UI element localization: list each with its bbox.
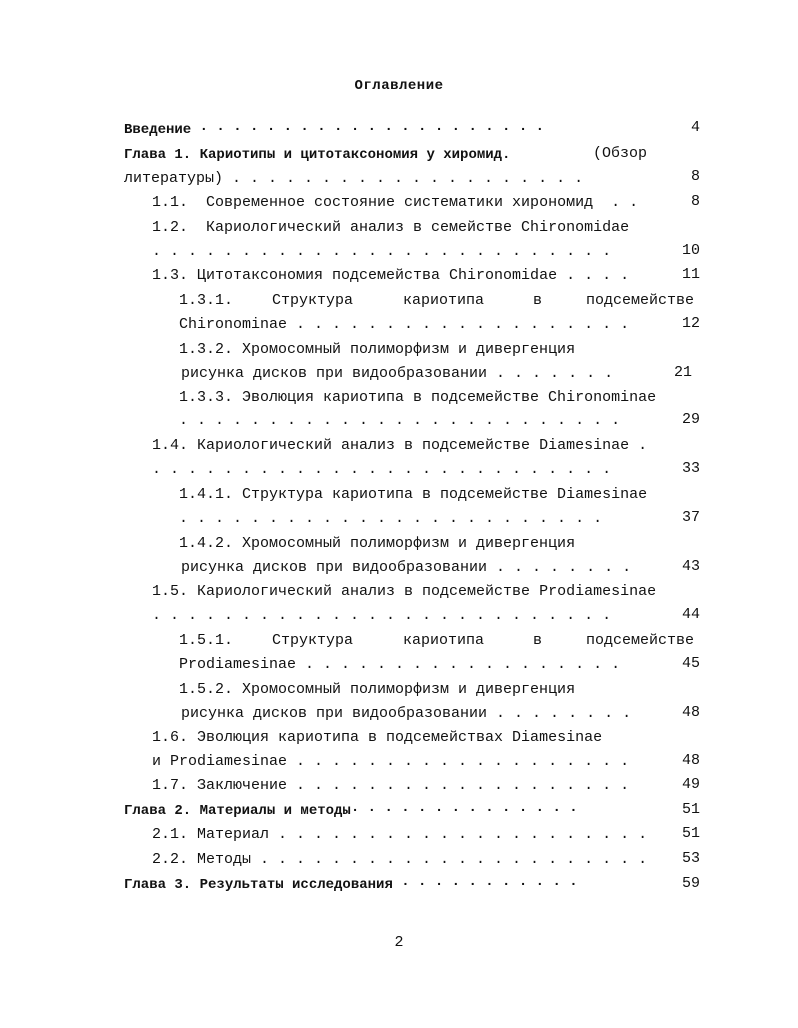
toc-section-1-5-2-page: 48 — [681, 704, 700, 721]
toc-section-1-3-1-page: 12 — [681, 315, 700, 332]
toc-section-1-5-2-line1: 1.5.2. Хромосомный полиморфизм и дивергенция — [179, 681, 576, 698]
toc-section-1-3-1-word2: кариотипа — [403, 292, 485, 309]
toc-section-1-3-1-line2: Chironominae . . . . . . . . . . . . . . . . . . . — [179, 316, 630, 333]
toc-section-1-6-page: 48 — [681, 752, 700, 769]
toc-section-1-5-1-line2: Prodiamesinae . . . . . . . . . . . . . . . . . . — [179, 656, 621, 673]
toc-section-2-2-page: 53 — [681, 850, 700, 867]
page-number: 2 — [394, 934, 404, 951]
page-title: Оглавление — [354, 78, 444, 94]
toc-section-1-4-1: 1.4.1. Структура кариотипа в подсемействе Diamesinae — [179, 486, 648, 503]
toc-section-1-2: 1.2. Кариологический анализ в семействе Chironomidae — [152, 219, 630, 236]
toc-section-1-3-2-page: 21 — [673, 364, 692, 381]
toc-section-1-6-line1: 1.6. Эволюция кариотипа в подсемействах Diamesinae — [152, 729, 603, 746]
toc-section-1-3-3-dots: . . . . . . . . . . . . . . . . . . . . . . . . . — [179, 412, 621, 429]
toc-section-1-4-page: 33 — [681, 460, 700, 477]
toc-section-1-3-3: 1.3.3. Эволюция кариотипа в подсемействе Chironominae — [179, 389, 657, 406]
toc-section-1-4-dots: . . . . . . . . . . . . . . . . . . . . . . . . . . — [152, 461, 612, 478]
toc-section-1-4-2-page: 43 — [681, 558, 700, 575]
toc-section-1-3-1-word1: Структура — [272, 292, 354, 309]
toc-chapter-1-page: 8 — [690, 168, 700, 185]
toc-section-1-4-1-page: 37 — [681, 509, 700, 526]
toc-section-1-2-page: 10 — [681, 242, 700, 259]
toc-section-1-1-page: 8 — [690, 193, 700, 210]
toc-section-1-6-line2: и Prodiamesinae . . . . . . . . . . . . . . . . . . . — [152, 753, 630, 770]
toc-section-1-5-1-num: 1.5.1. — [179, 632, 234, 649]
toc-chapter-2-page: 51 — [681, 801, 700, 818]
toc-section-1-3-2-line2: рисунка дисков при видообразовании . . . . . . . — [181, 365, 614, 382]
toc-section-1-4-2-line1: 1.4.2. Хромосомный полиморфизм и дивергенция — [179, 535, 576, 552]
toc-section-1-5-page: 44 — [681, 606, 700, 623]
toc-section-1-3-1-word3: в — [533, 292, 543, 309]
toc-intro-page: 4 — [690, 119, 700, 136]
toc-chapter-1-line2: литературы) . . . . . . . . . . . . . . . . . . . . — [124, 170, 584, 187]
toc-section-1-3-1-num: 1.3.1. — [179, 292, 234, 309]
toc-section-1-5: 1.5. Кариологический анализ в подсемействе Prodiamesinae — [152, 583, 657, 600]
toc-chapter-2: Глава 2. Материалы и методы· · · · · · · · · · · · · · — [124, 803, 578, 819]
toc-section-1-4-1-dots: . . . . . . . . . . . . . . . . . . . . . . . . — [179, 510, 603, 527]
toc-section-1-5-dots: . . . . . . . . . . . . . . . . . . . . . . . . . . — [152, 607, 612, 624]
toc-intro: Введение · · · · · · · · · · · · · · · · · · · · · — [124, 122, 545, 138]
toc-section-1-4-2-line2: рисунка дисков при видообразовании . . . . . . . . — [181, 559, 632, 576]
toc-section-1-4: 1.4. Кариологический анализ в подсемействе Diamesinae . — [152, 437, 648, 454]
toc-section-1-3-2-line1: 1.3.2. Хромосомный полиморфизм и дивергенция — [179, 341, 576, 358]
toc-chapter-3: Глава 3. Результаты исследования · · · · · · · · · · · — [124, 877, 578, 893]
toc-section-1-5-1-word3: в — [533, 632, 543, 649]
toc-section-1-3: 1.3. Цитотаксономия подсемейства Chironomidae . . . . — [152, 267, 630, 284]
toc-section-2-1: 2.1. Материал . . . . . . . . . . . . . . . . . . . . . — [152, 826, 648, 843]
toc-section-1-5-1-page: 45 — [681, 655, 700, 672]
toc-section-1-3-1-word4: подсемействе — [586, 292, 695, 309]
toc-section-2-1-page: 51 — [681, 825, 700, 842]
toc-section-1-2-dots: . . . . . . . . . . . . . . . . . . . . . . . . . . — [152, 243, 612, 260]
toc-chapter-3-page: 59 — [681, 875, 700, 892]
toc-section-1-7: 1.7. Заключение . . . . . . . . . . . . . . . . . . . — [152, 777, 630, 794]
toc-section-1-1: 1.1. Современное состояние систематики хирономид . . — [152, 194, 639, 211]
toc-section-1-5-1-word1: Структура — [272, 632, 354, 649]
toc-section-1-5-1-word2: кариотипа — [403, 632, 485, 649]
toc-section-2-2: 2.2. Методы . . . . . . . . . . . . . . . . . . . . . . — [152, 851, 648, 868]
toc-section-1-3-3-page: 29 — [681, 411, 700, 428]
toc-chapter-1-subtitle: (Обзор — [593, 145, 648, 162]
toc-section-1-5-2-line2: рисунка дисков при видообразовании . . . . . . . . — [181, 705, 632, 722]
toc-chapter-1-title: Глава 1. Кариотипы и цитотаксономия у хиромид. — [124, 147, 511, 163]
toc-section-1-3-page: 11 — [681, 266, 700, 283]
toc-section-1-5-1-word4: подсемействе — [586, 632, 695, 649]
toc-section-1-7-page: 49 — [681, 776, 700, 793]
